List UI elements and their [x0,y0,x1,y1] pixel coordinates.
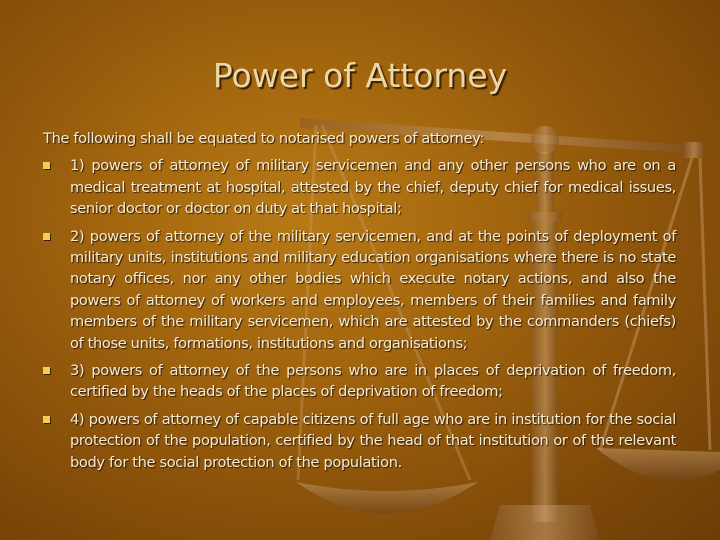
square-bullet-icon [43,367,50,374]
square-bullet-icon [43,162,50,169]
list-item [43,155,676,219]
list-item [43,409,676,473]
list-item-text: 4) powers of attorney of capable citizens of full age who are in institution for the social protection of the population, certified by the head of that institution or of the relevant body for the social protection of the population. [70,410,676,471]
slide-body [43,128,676,479]
attorney-list [43,155,676,473]
square-bullet-icon [43,233,50,240]
list-item [43,360,676,403]
intro-text: The following shall be equated to notarised powers of attorney: [43,130,484,147]
list-item-text: 1) powers of attorney of military servicemen and any other persons who are on a medical treatment at hospital, attested by the chief, deputy chief for medical issues, senior doctor or doctor on duty at that hospital; [70,157,676,218]
list-item-text: 3) powers of attorney of the persons who are in places of deprivation of freedom, certified by the heads of the places of deprivation of freedom; [70,362,676,401]
square-bullet-icon [43,416,50,423]
list-item-text: 2) powers of attorney of the military servicemen, and at the points of deployment of military units, institutions and military education organisations where there is no state notary offices, nor any other bodies which execute notary actions, and also the powers of attorney of workers and employees, members of their families and family members of the military servicemen, which are attested by the commanders (chiefs) of those units, formations, institutions and organisations; [70,227,676,352]
list-item [43,226,676,354]
slide-title: Power of Attorney [212,56,508,95]
